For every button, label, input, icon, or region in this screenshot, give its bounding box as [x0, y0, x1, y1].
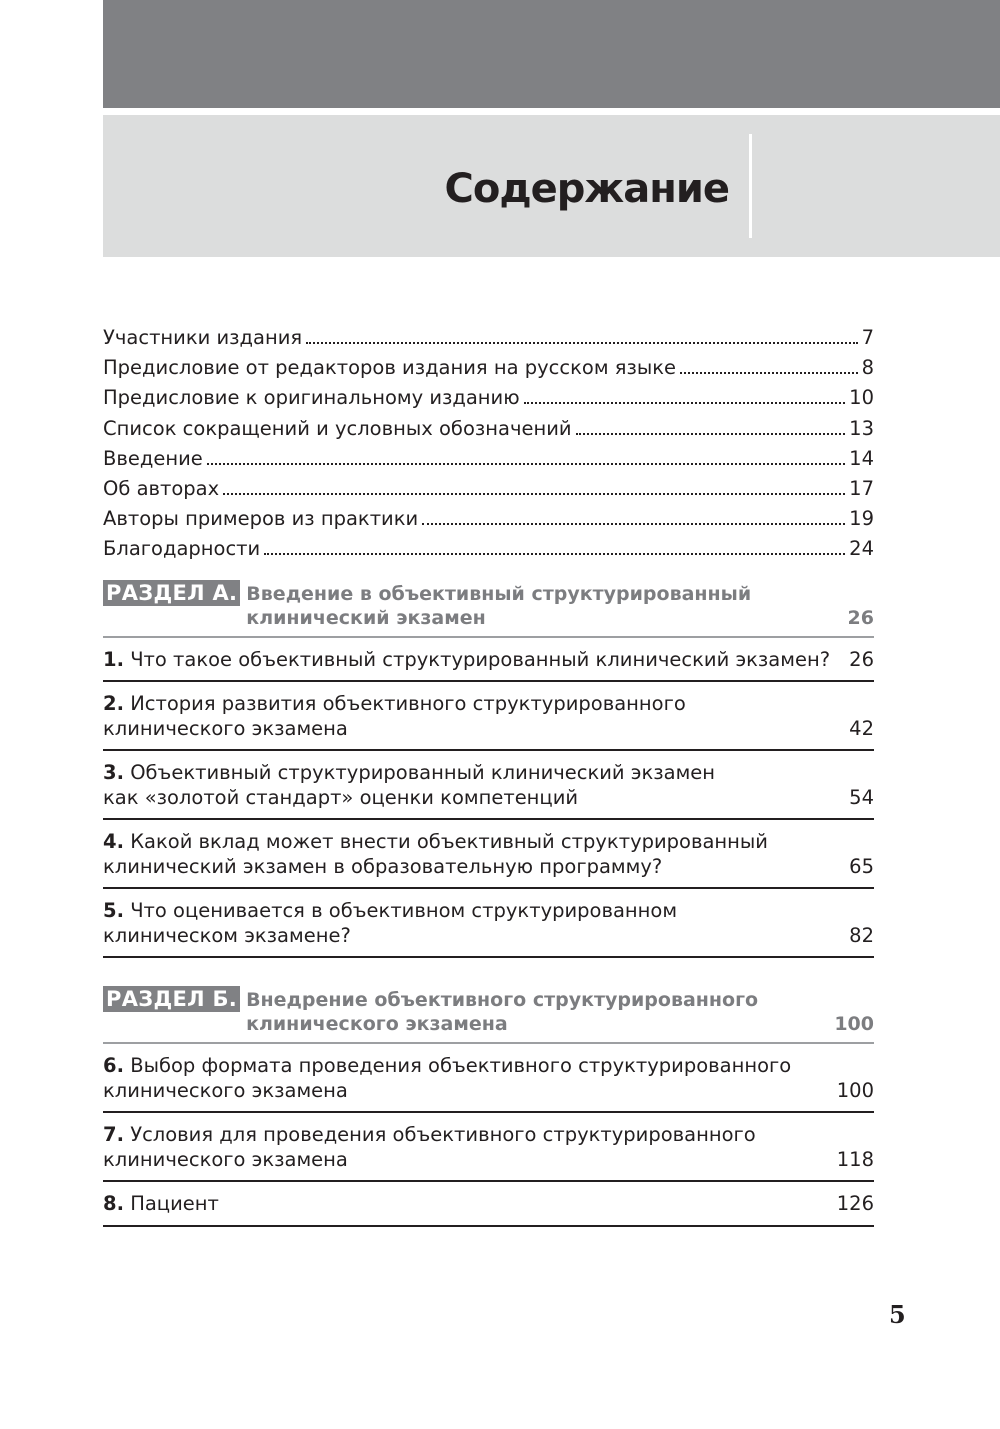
chapter-title-line [103, 1123, 827, 1148]
chapter-page: 82 [849, 923, 874, 947]
chapter-title [103, 1192, 827, 1217]
section-tag: РАЗДЕЛ Б. [103, 986, 240, 1012]
chapter-title-line: клинического экзамена [103, 1078, 348, 1102]
section-tag: РАЗДЕЛ А. [103, 580, 240, 606]
header-band [103, 0, 1000, 108]
toc-entry-title: Участники издания [103, 326, 303, 349]
chapter-entry[interactable] [103, 820, 874, 889]
chapter-number: 1. [103, 647, 124, 671]
chapter-number: 3. [103, 761, 124, 784]
chapter-title-line: клинического экзамена [103, 716, 348, 740]
toc-entry[interactable] [103, 417, 874, 447]
dot-leader [306, 342, 857, 344]
chapter-number: 6. [103, 1054, 124, 1077]
chapter-title-line [103, 648, 839, 673]
page-title: Содержание [444, 166, 729, 212]
chapter-title-line [103, 899, 839, 924]
toc-entry-title: Об авторах [103, 476, 220, 500]
toc-entry-page: 8 [861, 356, 874, 380]
section-title-line: Введение в объективный структурированный [246, 582, 752, 605]
toc-entry-title: Список сокращений и условных обозначений [103, 416, 572, 440]
section-title-line: клинического экзамена [246, 1013, 508, 1035]
toc-entry-page: 14 [849, 446, 874, 470]
table-of-contents [103, 326, 874, 1227]
page-number: 5 [889, 1300, 906, 1329]
toc-entry-title: Предисловие от редакторов издания на русском языке [103, 356, 677, 380]
chapter-number: 5. [103, 899, 124, 922]
chapter-entry[interactable] [103, 1044, 874, 1113]
chapter-title [103, 899, 839, 948]
dot-leader [524, 402, 846, 404]
toc-entry[interactable] [103, 386, 874, 416]
front-matter-list [103, 326, 874, 568]
chapter-title-line: клинического экзамена [103, 1147, 348, 1171]
toc-entry-page: 19 [849, 507, 874, 531]
chapter-page: 65 [849, 854, 874, 878]
chapter-page: 26 [849, 647, 874, 671]
section-heading[interactable] [103, 580, 874, 638]
toc-entry-title: Благодарности [103, 537, 261, 561]
chapter-title-line [103, 1192, 827, 1217]
toc-entry[interactable] [103, 447, 874, 477]
section-page: 100 [834, 1013, 874, 1035]
chapter-text: Что такое объективный структурированный клинический экзамен? [130, 647, 831, 671]
chapter-title [103, 692, 839, 741]
toc-entry-title: Введение [103, 446, 203, 470]
chapter-entry[interactable] [103, 751, 874, 820]
toc-entry[interactable] [103, 326, 874, 356]
section-title-line: Внедрение объективного структурированного [246, 989, 759, 1011]
toc-entry[interactable] [103, 537, 874, 567]
dot-leader [680, 372, 858, 374]
chapter-title [103, 648, 839, 673]
chapter-title-line: как «золотой стандарт» оценки компетенций [103, 785, 579, 809]
chapter-title-line [103, 692, 839, 717]
chapter-page: 42 [849, 716, 874, 740]
section-title [240, 580, 847, 630]
dot-leader [264, 553, 845, 555]
section-title [240, 986, 834, 1036]
chapter-text: Пациент [130, 1192, 219, 1215]
chapter-number: 2. [103, 692, 124, 715]
chapter-page: 126 [836, 1192, 874, 1215]
chapter-number: 4. [103, 830, 124, 853]
chapter-title-line [103, 1054, 827, 1079]
chapter-entry[interactable] [103, 1113, 874, 1182]
section-a [103, 580, 874, 959]
section-b [103, 986, 874, 1227]
chapter-title-line: клинический экзамен в образовательную программу? [103, 854, 663, 878]
chapter-text: Условия для проведения объективного структурированного [130, 1123, 756, 1146]
toc-entry-title: Авторы примеров из практики [103, 507, 419, 531]
chapter-text: История развития объективного структурированного [130, 692, 686, 715]
toc-entry-title: Предисловие к оригинальному изданию [103, 386, 520, 410]
section-title-line: клинический экзамен [246, 606, 486, 629]
section-page: 26 [847, 606, 874, 629]
chapter-title [103, 830, 839, 879]
chapter-title [103, 761, 839, 810]
chapter-title [103, 1054, 827, 1103]
toc-entry-page: 10 [849, 386, 874, 410]
chapter-title-line: клиническом экзамене? [103, 923, 351, 947]
chapter-page: 118 [836, 1147, 874, 1171]
chapter-title-line [103, 830, 839, 855]
chapter-title [103, 1123, 827, 1172]
toc-entry-page: 24 [849, 537, 874, 561]
chapter-page: 100 [836, 1078, 874, 1102]
chapter-text: Выбор формата проведения объективного структурированного [130, 1054, 792, 1077]
dot-leader [223, 493, 845, 495]
chapter-number: 7. [103, 1123, 124, 1146]
toc-entry-page: 13 [849, 416, 874, 440]
dot-leader [207, 463, 845, 465]
chapter-text: Объективный структурированный клинический экзамен [130, 761, 716, 784]
chapter-entry[interactable] [103, 1182, 874, 1227]
chapter-text: Какой вклад может внести объективный структурированный [130, 830, 768, 853]
dot-leader [422, 523, 845, 525]
dot-leader [576, 433, 846, 435]
chapter-page: 54 [849, 785, 874, 809]
title-divider [749, 134, 752, 238]
chapter-entry[interactable] [103, 638, 874, 683]
toc-entry-page: 17 [849, 476, 874, 500]
toc-entry-page: 7 [861, 326, 874, 349]
toc-entry[interactable] [103, 477, 874, 507]
toc-entry[interactable] [103, 507, 874, 537]
chapter-entry[interactable] [103, 682, 874, 751]
chapter-number: 8. [103, 1192, 124, 1215]
chapter-text: Что оценивается в объективном структурированном [130, 899, 678, 922]
toc-entry[interactable] [103, 356, 874, 386]
chapter-entry[interactable] [103, 889, 874, 958]
chapter-title-line [103, 761, 839, 786]
section-heading[interactable] [103, 986, 874, 1044]
